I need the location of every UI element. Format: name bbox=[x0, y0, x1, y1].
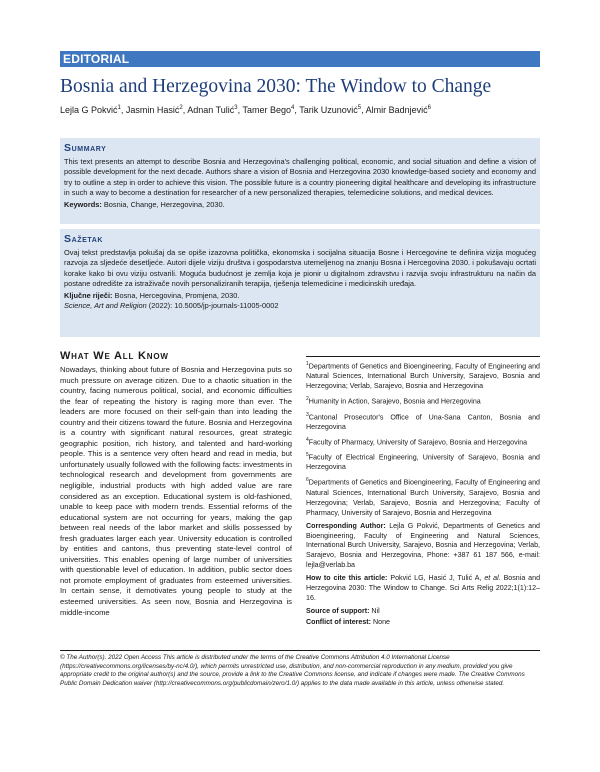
author-affiliation-marker: 2 bbox=[179, 105, 183, 111]
summary-heading: Summary bbox=[64, 142, 107, 154]
kljucne-rijeci-value: Bosna, Hercegovina, Promjena, 2030. bbox=[114, 290, 240, 300]
author-affiliation-marker: 4 bbox=[291, 105, 295, 111]
affiliation-number: 3 bbox=[306, 411, 309, 418]
affiliation-text: Faculty of Pharmacy, University of Sarajevo, Bosnia and Herzegovina bbox=[308, 438, 528, 447]
sazetak-text: Ovaj tekst predstavlja pokušaj da se opiše izazovna politička, ekonomska i socijalna situacija Bosne i Hercegovine te definira vizija mogućeg razvoja za sljedeće desetljeće. Autori dijele viziju društva i gospodarstva utemeljenog na znanju Bosna i Hercegovina 2030. i pokušavaju ocrtati korake kako bi ovu viziju ostvarili. Moguća budućnost je zemlja koja je pionir u digitalnom zdravstvu i razvija svoju infrastrukturu na način da postane odredište za istraživače novih personaliziranih terapija, rješenja telemedicine i medicinskih uređaja. bbox=[64, 248, 536, 289]
affiliation-item bbox=[306, 451, 540, 473]
affiliation-item bbox=[306, 436, 540, 448]
article-type-badge: EDITORIAL bbox=[60, 51, 540, 67]
conflict-of-interest-value: None bbox=[371, 618, 390, 627]
journal-doi: (2022): 10.5005/jp-journals-11005-0002 bbox=[146, 301, 279, 311]
affiliation-text: Departments of Genetics and Bioengineering, Faculty of Engineering and Natural Sciences, International Burch University, Sarajevo, Bosnia and Herzegovina; Verlab, Sarajevo, Bosnia and Herzegovina bbox=[306, 362, 540, 391]
affiliation-text: Cantonal Prosecutor's Office of Una-Sana Canton, Bosnia and Herzegovina bbox=[306, 412, 540, 431]
author: Tarik Uzunović bbox=[299, 105, 358, 115]
how-to-cite-text: Pokvić LG, Hasić J, Tulić A, bbox=[387, 574, 485, 583]
sazetak-heading: Sažetak bbox=[64, 233, 104, 245]
affiliation-number: 5 bbox=[306, 452, 309, 459]
conflict-of-interest-label: Conflict of interest: bbox=[306, 618, 372, 627]
summary-box bbox=[60, 138, 540, 224]
keywords-value: Bosnia, Change, Herzegovina, 2030. bbox=[103, 199, 225, 209]
how-to-cite-text-rest: Bosnia and Herzegovina 2030: The Window to Change. Sci Arts Relig 2022;1(1):12–16. bbox=[306, 574, 540, 603]
affiliation-number: 4 bbox=[306, 436, 309, 443]
source-of-support-label: Source of support: bbox=[306, 607, 370, 616]
source-of-support-value: Nil bbox=[369, 607, 380, 616]
author: Adnan Tulić bbox=[187, 105, 235, 115]
affiliation-item bbox=[306, 411, 540, 433]
corresponding-author-text: Lejla G Pokvić, Departments of Genetics and Bioengineering, Faculty of Engineering and Natural Sciences, International Burch University, Sarajevo, Bosnia and Herzegovina; Verlab, Sarajevo, Bosnia and Herzegovina, Phone: +387 61 187 566, e-mail: lejla@verlab.ba bbox=[306, 521, 540, 570]
author: Almir Badnjević bbox=[365, 105, 428, 115]
license-text: © The Author(s). 2022 Open Access This article is distributed under the terms of the Creative Commons Attribution 4.0 International License (https://creativecommons.org/licenses/by-nc/4.0/), which permits unrestricted use, distribution, and non-commercial reproduction in any medium, provided you give appropriate credit to the original author(s) and the source, provide a link to the Creative Commons license, and indicate if changes were made. The Creative Commons Public Domain Dedication waiver (http://creativecommons.org/publicdomain/zero/1.0/) applies to the data made available in this article, unless otherwise stated. bbox=[60, 654, 525, 687]
author: Tamer Bego bbox=[242, 105, 292, 115]
footer-rule bbox=[60, 650, 540, 651]
section-heading: What We All Know bbox=[60, 350, 169, 362]
journal-citation bbox=[64, 301, 536, 311]
affiliation-text: Faculty of Electrical Engineering, University of Sarajevo, Bosnia and Herzegovina bbox=[306, 453, 540, 472]
kljucne-rijeci-label: Ključne riječi: bbox=[64, 290, 113, 300]
how-to-cite-label: How to cite this article: bbox=[306, 574, 388, 583]
affiliation-item bbox=[306, 476, 540, 518]
sazetak-box bbox=[60, 229, 540, 337]
affiliation-text: Humanity in Action, Sarajevo, Bosnia and Herzegovina bbox=[308, 397, 481, 406]
author: Lejla G Pokvić bbox=[60, 105, 118, 115]
author-affiliation-marker: 6 bbox=[427, 105, 431, 111]
affiliation-item bbox=[306, 360, 540, 392]
how-to-cite-etal: et al. bbox=[484, 574, 501, 583]
affiliations-column bbox=[306, 356, 540, 641]
article-title: Bosnia and Herzegovina 2030: The Window to Change bbox=[60, 76, 492, 97]
conflict-of-interest bbox=[306, 618, 540, 628]
author-affiliation-marker: 5 bbox=[357, 105, 362, 111]
column-divider bbox=[306, 356, 540, 357]
corresponding-author bbox=[306, 522, 540, 572]
summary-text: This text presents an attempt to describe Bosnia and Herzegovina's challenging political, economic, and social situation and define a vision of possible development for the next decade. Authors share a vision of Bosnia and Herzegovina 2030 knowledge-based society and economy and try to outline a step in order to achieve this vision. The possible future is a country pioneering digital healthcare and developing its infrastructure in such a way to become a destination for researcher of a new personalized therapies, telemedicine solutions, and medical devices. bbox=[64, 157, 536, 198]
author-list: Lejla G Pokvić$^1$, Jasmin Hasić$^2$, Adnan Tulić$^3$, Tamer Bego$^4$, Tarik Uzunović$^5$, Almir Badnjević$^6$ bbox=[60, 105, 431, 115]
license-footer bbox=[60, 650, 540, 688]
affiliation-number: 2 bbox=[306, 396, 309, 403]
source-of-support bbox=[306, 607, 540, 617]
affiliation-number: 6 bbox=[306, 477, 309, 484]
affiliation-item bbox=[306, 395, 540, 407]
how-to-cite bbox=[306, 574, 540, 604]
corresponding-author-label: Corresponding Author: bbox=[306, 521, 386, 530]
affiliation-text: Departments of Genetics and Bioengineering, Faculty of Engineering and Natural Sciences, International Burch University, Sarajevo, Bosnia and Herzegovina; Verlab, Sarajevo, Bosnia and Herzegovina; Faculty of Pharmacy, University of Sarajevo, Bosnia and Herzegovina bbox=[306, 478, 540, 517]
author: Jasmin Hasić bbox=[125, 105, 180, 115]
sazetak-keywords bbox=[64, 291, 536, 301]
author-affiliation-marker: 3 bbox=[234, 105, 238, 111]
journal-name: Science, Art and Religion bbox=[64, 301, 147, 311]
author-affiliation-marker: 1 bbox=[117, 105, 121, 111]
keywords-label: Keywords: bbox=[64, 199, 102, 209]
section-body-text: Nowadays, thinking about future of Bosnia and Herzegovina puts so much pressure on average citizen. Due to a chaotic situation in the country, facing numerous political, social, and economic difficulties the fear of repeating the history is raging more than ever. The leaders are more focused on their self-gain than into leading the country and their citizens toward the future. Bosnia and Herzegovina is a country with significant natural resources, great strategic geographic position, rich history, and talented and hard-working people. This is a sentence very often heard and read in media, but unfortunately usually followed with the following facts: investments in technological research and development from governments are negligible, industrial products with high added value are rare considered as an exception. Educational system is old-fashioned, unable to keep pace with modern trends. Essential reforms of the educational system are not occurring for years, making the gap between real needs of the labor market and skills possessed by fresh graduates larger each year. University education is controlled by entities and cantons, thus preventing state-level control of universities. This enables opening of large number of universities with questionable level of education. In addition, public sector does not promote employment of graduates from esteemed universities. In certain sense, it demotivates young people to study at the esteemed universities. As seen now, Bosnia and Herzegovina is middle-income bbox=[60, 365, 292, 617]
affiliation-number: 1 bbox=[306, 361, 309, 367]
summary-keywords bbox=[64, 200, 536, 210]
